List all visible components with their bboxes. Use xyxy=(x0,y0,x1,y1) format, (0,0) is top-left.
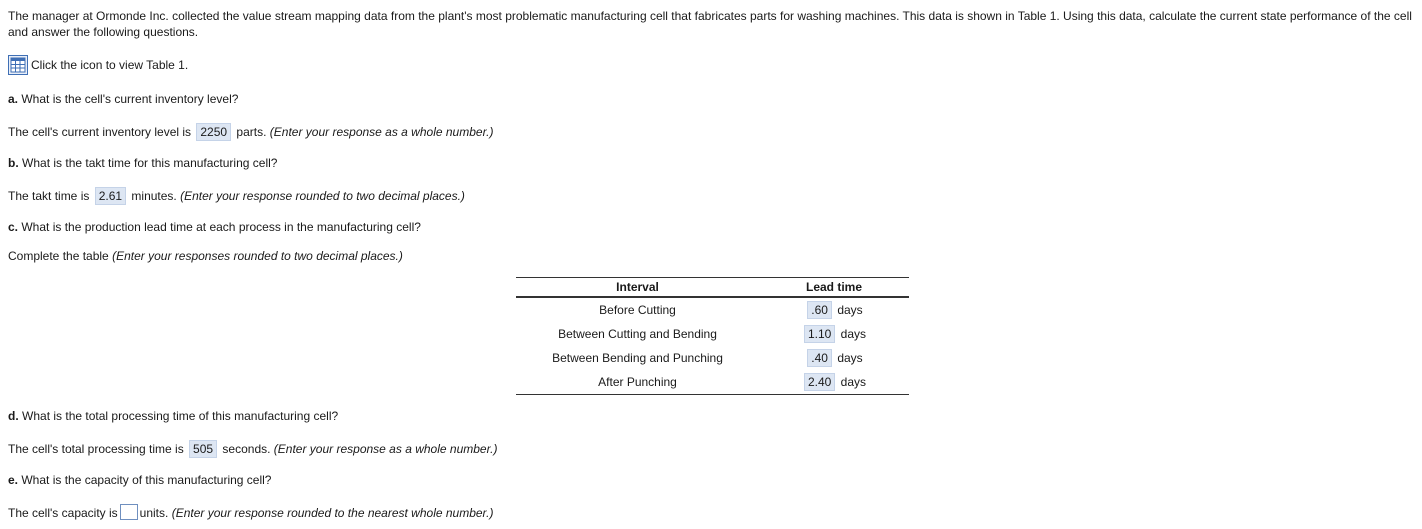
processing-time-answer-field[interactable]: 505 xyxy=(189,440,217,458)
capacity-answer-input[interactable] xyxy=(120,504,138,520)
table-row xyxy=(516,370,909,395)
interval-cell: Before Cutting xyxy=(599,303,676,317)
lead-time-header: Lead time xyxy=(759,278,909,298)
question-b-text: What is the takt time for this manufacturing cell? xyxy=(22,156,278,170)
question-e xyxy=(8,473,271,487)
unit-label: days xyxy=(837,303,863,317)
table-link-text: Click the icon to view Table 1. xyxy=(31,58,189,72)
lead-time-cell xyxy=(759,370,909,395)
lead-time-cell xyxy=(759,322,909,346)
answer-e-hint: (Enter your response rounded to the nearest whole number.) xyxy=(171,506,494,520)
question-b xyxy=(8,156,277,170)
question-d xyxy=(8,409,338,423)
question-a xyxy=(8,92,238,106)
answer-b-suffix: minutes. xyxy=(131,189,177,203)
table-header-row xyxy=(516,278,909,298)
table-grid-icon[interactable] xyxy=(8,55,28,75)
answer-e-prefix: The cell's capacity is xyxy=(8,506,118,520)
table-link-row xyxy=(8,55,188,75)
inventory-answer-field[interactable]: 2250 xyxy=(196,123,231,141)
interval-header: Interval xyxy=(516,278,759,298)
answer-d-row xyxy=(8,440,497,458)
answer-a-prefix: The cell's current inventory level is xyxy=(8,125,192,139)
lead-time-answer-field[interactable]: .40 xyxy=(807,349,832,367)
question-c-label: c. xyxy=(8,220,19,234)
table-row xyxy=(516,322,909,346)
interval-cell: Between Cutting and Bending xyxy=(558,327,717,341)
question-b-label: b. xyxy=(8,156,19,170)
unit-label: days xyxy=(837,351,863,365)
question-a-label: a. xyxy=(8,92,19,106)
table-instruction xyxy=(8,249,403,263)
question-e-label: e. xyxy=(8,473,19,487)
takt-time-answer-field[interactable]: 2.61 xyxy=(95,187,126,205)
lead-time-table xyxy=(516,277,909,395)
table-instruction-hint: (Enter your responses rounded to two decimal places.) xyxy=(112,249,403,263)
interval-cell: Between Bending and Punching xyxy=(552,351,723,365)
lead-time-cell xyxy=(759,346,909,370)
table-instruction-text: Complete the table xyxy=(8,249,109,263)
table-row xyxy=(516,346,909,370)
answer-b-hint: (Enter your response rounded to two decimal places.) xyxy=(180,189,465,203)
answer-d-suffix: seconds. xyxy=(222,442,271,456)
unit-label: days xyxy=(840,375,867,389)
question-d-label: d. xyxy=(8,409,19,423)
table-row xyxy=(516,297,909,322)
problem-intro: The manager at Ormonde Inc. collected the value stream mapping data from the plant's most problematic manufacturing cell that fabricates parts for washing machines. This data is shown in Table 1. Using this data, calculate the current state performance of the cell and answer the following questions. xyxy=(8,9,1412,39)
lead-time-answer-field[interactable]: 2.40 xyxy=(804,373,835,391)
answer-d-prefix: The cell's total processing time is xyxy=(8,442,184,456)
answer-b-prefix: The takt time is xyxy=(8,189,90,203)
answer-d-hint: (Enter your response as a whole number.) xyxy=(273,442,498,456)
answer-a-suffix: parts. xyxy=(236,125,267,139)
question-c xyxy=(8,220,421,234)
question-c-text: What is the production lead time at each process in the manufacturing cell? xyxy=(21,220,421,234)
lead-time-cell xyxy=(759,297,909,322)
answer-a-row xyxy=(8,123,493,141)
answer-a-hint: (Enter your response as a whole number.) xyxy=(269,125,494,139)
interval-cell: After Punching xyxy=(598,375,677,389)
question-d-text: What is the total processing time of this manufacturing cell? xyxy=(22,409,339,423)
question-e-text: What is the capacity of this manufacturing cell? xyxy=(21,473,272,487)
lead-time-answer-field[interactable]: .60 xyxy=(807,301,832,319)
answer-b-row xyxy=(8,187,465,205)
unit-label: days xyxy=(840,327,867,341)
question-a-text: What is the cell's current inventory level? xyxy=(21,92,239,106)
answer-e-suffix: units. xyxy=(139,506,169,520)
answer-e-row xyxy=(8,504,493,520)
lead-time-answer-field[interactable]: 1.10 xyxy=(804,325,835,343)
